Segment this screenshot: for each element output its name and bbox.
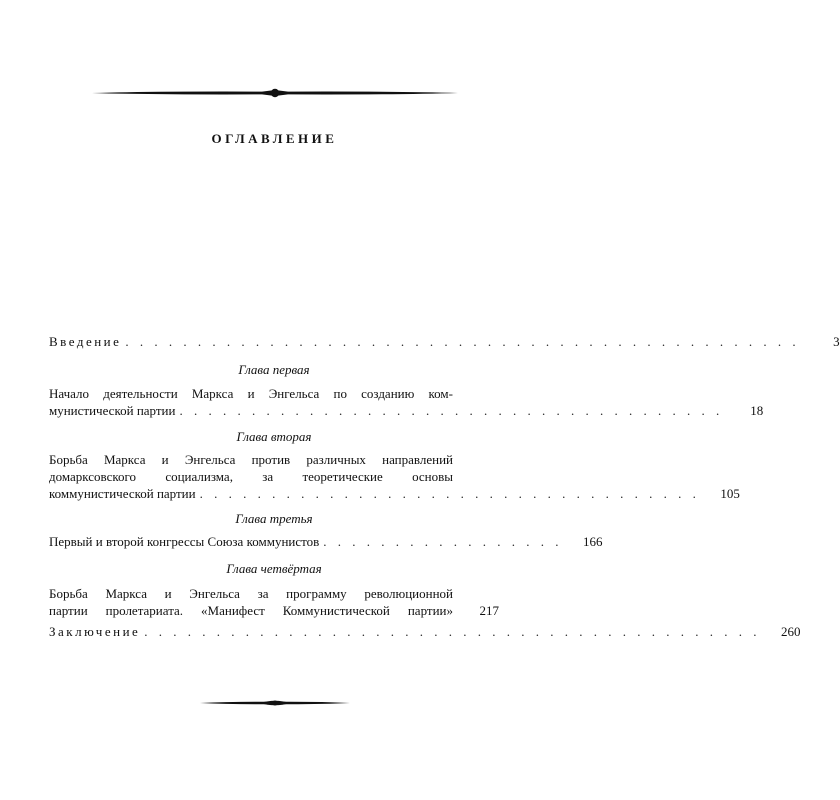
ornamental-rule-icon <box>92 86 458 100</box>
toc-entry-line: Борьба Маркса и Энгельса за программу революционной <box>49 586 453 601</box>
toc-page-number: 260 <box>781 624 801 639</box>
toc-page-number: 217 <box>479 603 499 618</box>
toc-entry-line: Начало деятельности Маркса и Энгельса по созданию ком- <box>49 386 453 401</box>
toc-page-number: 105 <box>720 486 740 501</box>
toc-entry-chapter-3[interactable] <box>49 533 603 550</box>
toc-entry-label: Введение <box>49 334 122 349</box>
chapter-heading: Глава первая <box>238 362 310 377</box>
leader-dots: . . . . . . . . . . . . . . . . . . . . . . . . . . . . . . . . . . . . . . . . . . . . . . . <box>125 334 800 349</box>
toc-entry-chapter-2[interactable] <box>49 451 740 502</box>
toc-entry-line: коммунистической партии <box>49 486 196 501</box>
toc-entry-chapter-4[interactable] <box>49 585 499 619</box>
toc-entry-line: домарксовского социализма, за теоретические основы <box>49 469 453 484</box>
toc-entry-line: партии пролетариата. «Манифест Коммунистической партии» <box>49 603 453 618</box>
toc-entry-label: Заключение <box>49 624 141 639</box>
toc-entry-chapter-1[interactable] <box>49 385 764 419</box>
toc-entry-line: Борьба Маркса и Энгельса против различных направлений <box>49 452 453 467</box>
chapter-heading: Глава третья <box>235 511 313 526</box>
leader-dots: . . . . . . . . . . . . . . . . . <box>323 534 563 549</box>
leader-dots: . . . . . . . . . . . . . . . . . . . . . . . . . . . . . . . . . . . <box>199 486 700 501</box>
leader-dots: . . . . . . . . . . . . . . . . . . . . . . . . . . . . . . . . . . . . . . <box>179 403 724 418</box>
toc-entry-line: мунистической партии <box>49 403 176 418</box>
toc-page-number: 18 <box>750 403 764 418</box>
toc-page-number: 3 <box>833 334 840 349</box>
toc-entry-conclusion[interactable] <box>49 623 801 640</box>
chapter-heading: Глава четвёртая <box>226 561 322 576</box>
toc-entry-intro[interactable] <box>49 333 840 350</box>
page-title: ОГЛАВЛЕНИЕ <box>211 131 338 146</box>
leader-dots: . . . . . . . . . . . . . . . . . . . . . . . . . . . . . . . . . . . . . . . . . . . <box>144 624 761 639</box>
ornamental-rule-icon <box>200 697 350 709</box>
chapter-heading: Глава вторая <box>236 429 312 444</box>
toc-page-number: 166 <box>583 534 603 549</box>
toc-entry-line: Первый и второй конгрессы Союза коммунистов <box>49 534 320 549</box>
